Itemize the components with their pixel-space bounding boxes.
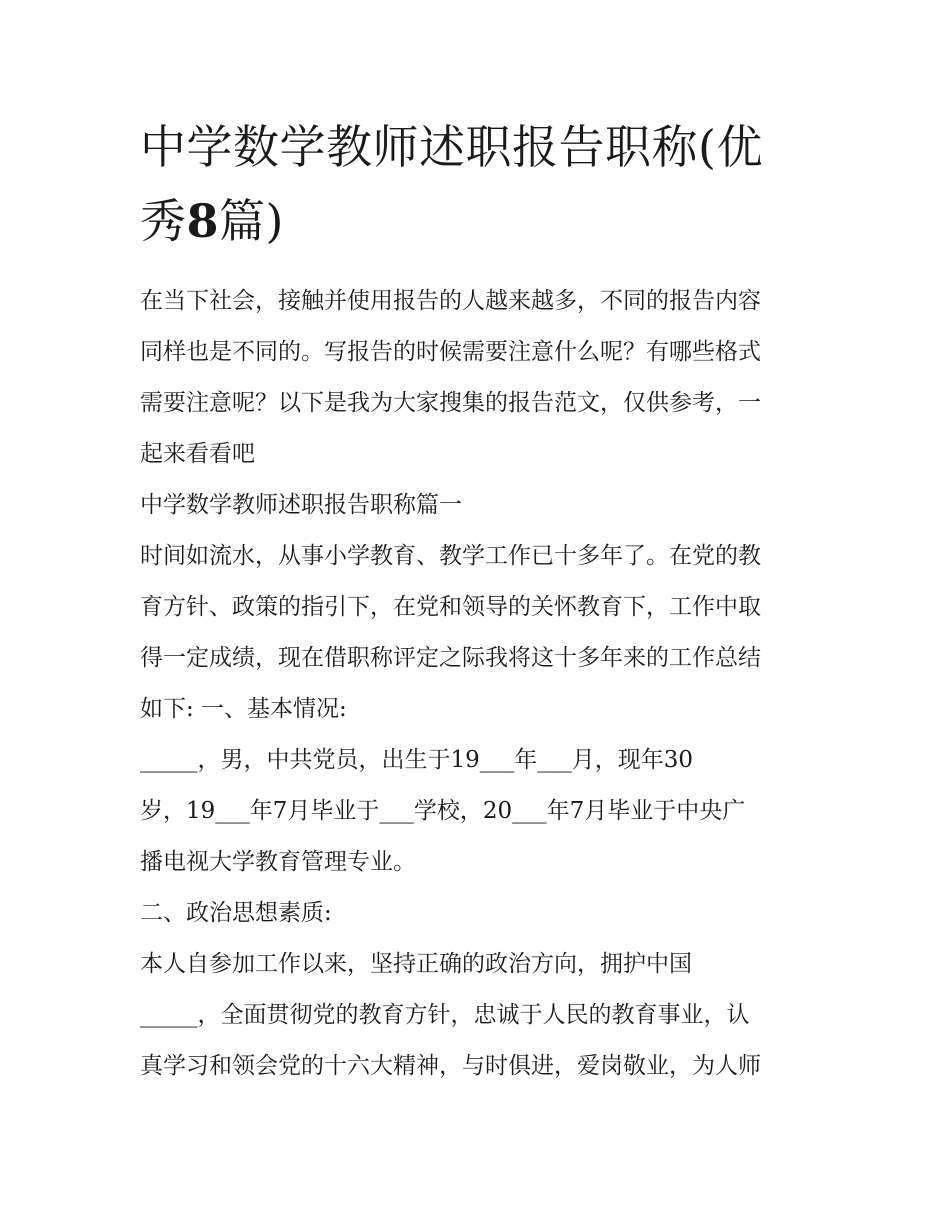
text-line: 岁，19___年7月毕业于___学校，20___年7月毕业于中央广 [140, 798, 746, 824]
text-line: 育方针、政策的指引下，在党和领导的关怀教育下，工作中取 [140, 594, 761, 620]
text-line: 在当下社会，接触并使用报告的人越来越多，不同的报告内容 [140, 288, 761, 314]
document-content [140, 110, 812, 1092]
text-line: 真学习和领会党的十六大精神，与时俱进，爱岗敬业，为人师 [140, 1053, 761, 1079]
title-line-1: 中学数学教师述职报告职称(优 [140, 120, 763, 174]
text-line: 本人自参加工作以来，坚持正确的政治方向，拥护中国 [140, 951, 692, 977]
text-line: 如下: 一、基本情况: [140, 696, 347, 722]
text-line: _____，男，中共党员，出生于19___年___月，现年30 [140, 747, 694, 773]
text-line: 得一定成绩，现在借职称评定之际我将这十多年来的工作总结 [140, 645, 761, 671]
body-paragraph [140, 531, 812, 1092]
text-line: 需要注意呢？以下是我为大家搜集的报告范文，仅供参考，一 [140, 390, 761, 416]
text-line: 同样也是不同的。写报告的时候需要注意什么呢？有哪些格式 [140, 339, 761, 365]
section-heading-text: 中学数学教师述职报告职称篇一 [140, 492, 462, 518]
title-text-xiu: 秀 [140, 194, 187, 248]
document-title [140, 110, 812, 258]
intro-paragraph [140, 276, 812, 480]
text-line: 起来看看吧 [140, 441, 255, 467]
text-line: 播电视大学教育管理专业。 [140, 849, 416, 875]
text-line: 时间如流水，从事小学教育、教学工作已十多年了。在党的教 [140, 543, 761, 569]
section-heading [140, 480, 812, 531]
text-line: 二、政治思想素质: [140, 900, 332, 926]
title-text-pian: 篇) [219, 194, 284, 248]
text-line: _____，全面贯彻党的教育方针，忠诚于人民的教育事业，认 [140, 1002, 750, 1028]
title-line-2 [140, 184, 812, 258]
title-number: 8 [186, 194, 220, 248]
